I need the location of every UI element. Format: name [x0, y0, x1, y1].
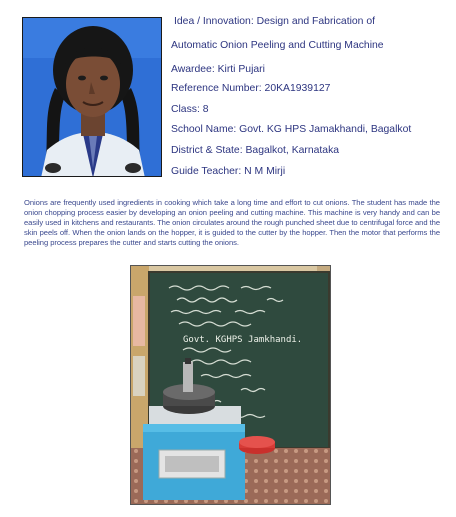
awardee-name: Awardee: Kirti Pujari	[171, 64, 265, 75]
awardee-photo	[22, 17, 162, 177]
guide-teacher: Guide Teacher: N M Mirji	[171, 166, 286, 177]
blackboard-school-text: Govt. KGHPS Jamkhandi.	[183, 335, 303, 345]
idea-title-line-2: Automatic Onion Peeling and Cutting Machine	[171, 40, 384, 51]
project-photo	[130, 265, 331, 505]
idea-title-line-1: Idea / Innovation: Design and Fabrication of	[174, 16, 376, 27]
project-description: Onions are frequently used ingredients in cooking which take a long time and effort to cut onions. The student has made the onion chopping process easier by developing an onion peeling and cutting machine. This machine is very handy and can be easily used in kitchens and restaurants. The onion circulates around the rough punched sheet due to centrifugal force and the skin peels off. When the onion lands on the hopper, it is guided to the cutter by the hopper. Then the motor that performs the peeling process prepares the cutter and starts cutting the onions.	[24, 198, 440, 248]
school-name: School Name: Govt. KG HPS Jamakhandi, Bagalkot	[171, 124, 412, 135]
class-info: Class: 8	[171, 104, 209, 115]
reference-number: Reference Number: 20KA1939127	[171, 83, 331, 94]
district-state: District & State: Bagalkot, Karnataka	[171, 145, 340, 156]
